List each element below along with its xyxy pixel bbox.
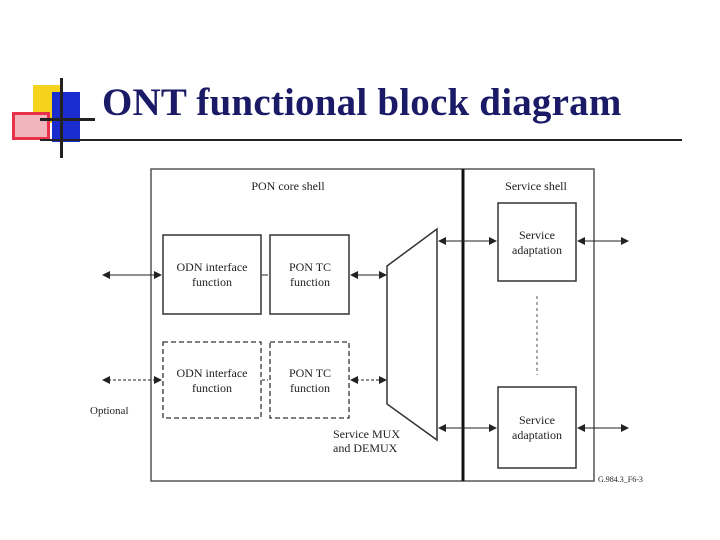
odn-interface-optional-label-line2: function [192,381,232,395]
pon-tc-optional-block [270,342,349,418]
odn-interface-optional-block [163,342,261,418]
pon-tc-label-line1: PON TC [288,260,332,274]
optional-label: Optional [90,405,129,417]
service-adaptation-top-label-line2: adaptation [512,243,562,257]
pon-tc-optional-label-line2: function [290,381,330,395]
service-adaptation-bottom-label-line2: adaptation [512,428,562,442]
service-adaptation-top-label-line1: Service [519,228,555,242]
figure-id-label: G.984.3_F6-3 [598,475,643,484]
pon-tc-label-line2: function [290,275,330,289]
odn-interface-label-line1: ODN interface [176,260,248,274]
service-mux-trapezoid [387,229,437,440]
pon-core-shell-label: PON core shell [251,179,325,193]
service-mux-label-line2: and DEMUX [333,441,398,455]
odn-interface-optional-label-line1: ODN interface [176,366,248,380]
odn-interface-label-line2: function [192,275,232,289]
pon-tc-optional-label-line1: PON TC [288,366,332,380]
service-shell-label: Service shell [505,179,567,193]
slide-title: ONT functional block diagram [102,81,622,124]
service-adaptation-top-block [498,203,576,281]
service-mux-label-line1: Service MUX [333,427,400,441]
service-adaptation-bottom-label-line1: Service [519,413,555,427]
